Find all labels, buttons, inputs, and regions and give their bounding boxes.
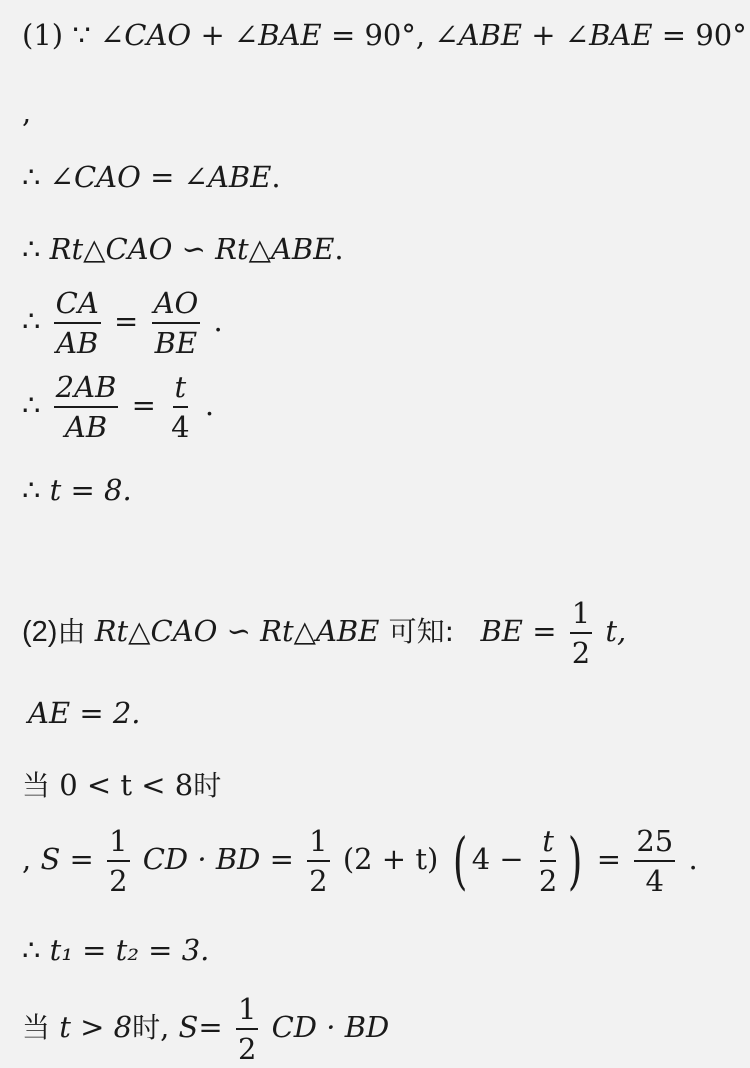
- similar-symbol: ∽: [181, 232, 206, 266]
- angle-symbol: ∠: [49, 160, 74, 194]
- numerator: t: [540, 822, 556, 862]
- because-symbol: ∵: [72, 18, 91, 52]
- therefore-symbol: ∴: [22, 304, 41, 338]
- left-paren: (: [452, 824, 467, 897]
- op: =: [269, 842, 294, 876]
- op: =: [150, 160, 175, 194]
- condition: t > 8: [59, 1010, 133, 1044]
- expr: 4 −: [471, 842, 524, 876]
- fraction: [537, 822, 559, 900]
- angle-symbol: ∠: [183, 160, 208, 194]
- line-t-eq-8: [22, 473, 132, 507]
- therefore-symbol: ∴: [22, 232, 41, 266]
- punct: ,: [22, 95, 32, 129]
- cjk-text: 当: [22, 769, 51, 802]
- line-part2: [22, 594, 626, 672]
- condition: 0 < t < 8: [59, 768, 194, 802]
- line-t1-t2: [22, 933, 209, 967]
- op: =: [532, 614, 557, 648]
- fraction: [54, 368, 119, 446]
- var: ABE: [315, 614, 380, 648]
- result: AE = 2.: [28, 696, 141, 730]
- cjk-text: 当: [22, 1011, 51, 1044]
- var: CAO: [73, 160, 141, 194]
- expr: (2 + t): [342, 842, 439, 876]
- line-1: [22, 18, 747, 52]
- rt-triangle: Rt△: [94, 614, 151, 648]
- value: 90°: [695, 18, 747, 52]
- line-ae: [28, 696, 141, 730]
- op: =: [661, 18, 687, 52]
- op: =: [596, 842, 622, 876]
- right-paren: ): [568, 824, 583, 897]
- op: =: [114, 304, 139, 338]
- denominator: AB: [56, 326, 99, 360]
- line-area: [22, 822, 698, 900]
- angle-symbol: ∠: [564, 18, 590, 52]
- rt-triangle: Rt△: [49, 232, 106, 266]
- var: S: [178, 1010, 199, 1044]
- punct: ,: [22, 842, 32, 876]
- line-similar: [22, 232, 344, 266]
- similar-symbol: ∽: [226, 614, 251, 648]
- line-comma: [22, 95, 31, 129]
- cjk-text: 可知:: [388, 615, 455, 648]
- punct: .: [213, 304, 223, 338]
- line-cond-2: [22, 990, 389, 1068]
- cjk-text: 时: [132, 1011, 161, 1044]
- var: ABE: [207, 160, 272, 194]
- var: ABE: [458, 18, 523, 52]
- value: 90°: [364, 18, 416, 52]
- var: ABE: [270, 232, 335, 266]
- rt-triangle: Rt△: [260, 614, 316, 648]
- denominator: 2: [109, 864, 128, 898]
- numerator: 25: [634, 822, 675, 862]
- denominator: 4: [171, 410, 190, 444]
- var: S: [40, 842, 61, 876]
- denominator: 4: [645, 864, 664, 898]
- cjk-text: 时: [193, 769, 222, 802]
- numerator: 1: [570, 594, 592, 634]
- therefore-symbol: ∴: [22, 473, 41, 507]
- numerator: AO: [152, 284, 201, 324]
- therefore-symbol: ∴: [22, 160, 41, 194]
- denominator: BE: [154, 326, 198, 360]
- var: BAE: [589, 18, 653, 52]
- op: =: [131, 388, 156, 422]
- fraction: [236, 990, 258, 1068]
- punct: .: [271, 160, 281, 194]
- rt-triangle: Rt△: [215, 232, 271, 266]
- line-angle-eq: [22, 160, 281, 194]
- denominator: 2: [237, 1032, 257, 1066]
- op: =: [198, 1010, 223, 1044]
- var: BAE: [258, 18, 322, 52]
- part-label: (1): [22, 18, 64, 52]
- punct: .: [204, 388, 215, 422]
- therefore-symbol: ∴: [22, 388, 41, 422]
- numerator: 1: [307, 822, 329, 862]
- denominator: 2: [571, 636, 591, 670]
- numerator: 1: [236, 990, 258, 1030]
- line-ratio-1: [22, 284, 223, 362]
- result: t₁ = t₂ = 3.: [49, 933, 210, 967]
- part-label: (2): [22, 616, 58, 648]
- angle-symbol: ∠: [99, 18, 125, 52]
- punct: ,: [415, 18, 426, 52]
- var: t,: [605, 614, 627, 648]
- numerator: 2AB: [54, 368, 119, 408]
- var: CAO: [105, 232, 173, 266]
- angle-symbol: ∠: [434, 18, 459, 52]
- fraction: [570, 594, 592, 672]
- denominator: 2: [309, 864, 328, 898]
- fraction: [107, 822, 129, 900]
- op: +: [531, 18, 556, 52]
- denominator: 2: [538, 864, 558, 898]
- var: CAO: [124, 18, 192, 52]
- result: t = 8.: [49, 473, 132, 507]
- punct: ,: [160, 1010, 170, 1044]
- fraction: [152, 284, 201, 362]
- op: =: [69, 842, 94, 876]
- line-ratio-2: [22, 368, 214, 446]
- numerator: CA: [54, 284, 101, 324]
- punct: .: [334, 232, 344, 266]
- cjk-text: 由: [57, 615, 86, 648]
- expr: CD · BD: [142, 842, 261, 876]
- fraction: [634, 822, 675, 900]
- punct: .: [688, 842, 698, 876]
- denominator: AB: [64, 410, 108, 444]
- therefore-symbol: ∴: [22, 933, 41, 967]
- fraction: [307, 822, 329, 900]
- var: BE: [480, 614, 523, 648]
- angle-symbol: ∠: [233, 18, 259, 52]
- op: =: [330, 18, 356, 52]
- fraction: [169, 368, 191, 446]
- fraction: [54, 284, 101, 362]
- numerator: 1: [107, 822, 129, 862]
- var: CAO: [150, 614, 218, 648]
- numerator: t: [173, 368, 189, 408]
- op: +: [200, 18, 225, 52]
- expr: CD · BD: [271, 1010, 390, 1044]
- line-cond-1: [22, 768, 221, 803]
